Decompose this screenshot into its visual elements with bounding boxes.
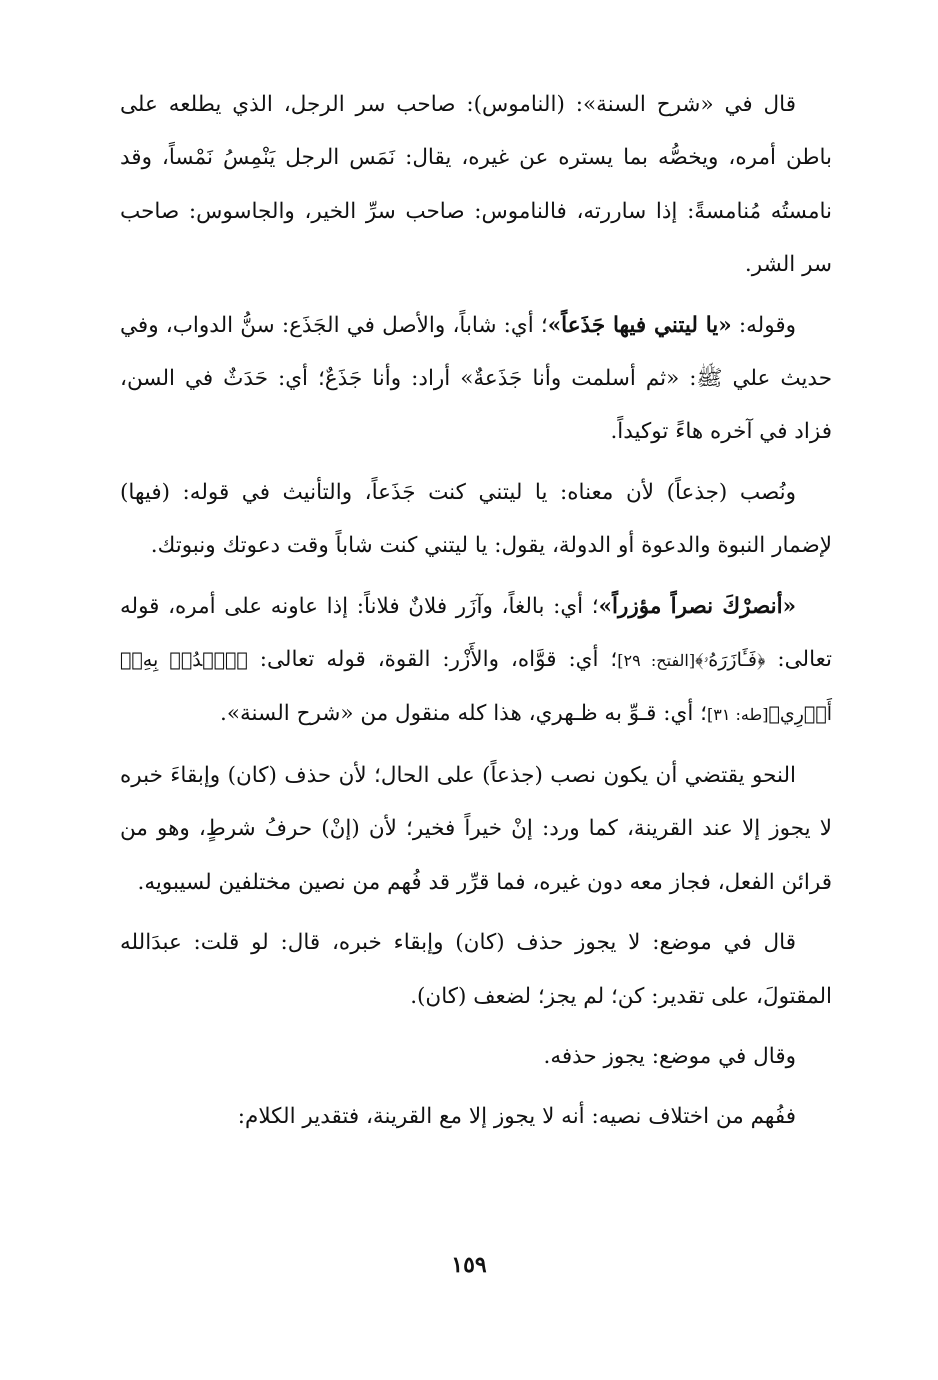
paragraph-namus: قال في «شرح السنة»: (الناموس): صاحب سر الرجل، الذي يطلعه على باطن أمره، ويخصُّه بما يستره عن غيره، يقال: نَمَس الرجل يَنْمِسُ نَمْساً، وقد نامستُه مُنامسةً: إذا ساررته، فالناموس: صاحب سرِّ الخير، والجاسوس: صاحب سر الشر. <box>120 92 832 278</box>
paragraph-nasb: ونُصب (جذعاً) لأن معناه: يا ليتني كنت جَذَعاً، والتأنيث في قوله: (فيها) لإضمار النبوة والدعوة أو الدولة، يقول: يا ليتني كنت شاباً وقت دعوتك ونبوتك. <box>120 479 832 559</box>
hadith-phrase: «يا ليتني فيها جَذَعاً» <box>547 312 732 338</box>
paragraph-text: ؛ أي: شاباً، والأصل في الجَذَع: سنُّ الدواب، وفي حديث علي ﷺ: «ثم أسلمت وأنا جَذَعةٌ» أراد: وأنا جَذَعٌ؛ أي: حَدَثٌ في السن، فزاد في آخره هاءً توكيداً. <box>120 312 832 445</box>
paragraph-fahm: ففُهم من اختلاف نصيه: أنه لا يجوز إلا مع القرينة، فتقدير الكلام: <box>237 1104 796 1130</box>
paragraph-text: ؛ أي: قـوِّ به ظـهري، هذا كله منقول من «شرح السنة». <box>220 701 707 727</box>
verse-reference: [الفتح: ٢٩] <box>617 651 696 671</box>
paragraph-nahw: النحو يقتضي أن يكون نصب (جذعاً) على الحال؛ لأن حذف (كان) وإبقاءَ خبره لا يجوز إلا عند القرينة، كما ورد: إنْ خيراً فخير؛ لأن (إنْ) حرفُ شرطٍ، وهو من قرائن الفعل، فجاز معه دون غيره، فما قرِّر قد فُهم من نصين مختلفين لسيبويه. <box>120 762 832 895</box>
page-number: ١٥٩ <box>451 1252 487 1278</box>
paragraph-ansurka <box>120 580 832 742</box>
quran-verse: ﴿فَـَٔازَرَهُۥ﴾ <box>695 649 766 672</box>
page-body <box>120 78 832 1144</box>
hadith-phrase: «أنصرْكَ نصراً مؤزراً» <box>598 593 797 619</box>
paragraph-mawdi-1: قال في موضع: لا يجوز حذف (كان) وإبقاء خبره، قال: لو قلت: عبدَالله المقتولَ، على تقدير: كن؛ لم يجز؛ لضعف (كان). <box>120 930 832 1009</box>
verse-reference: [طه: ٣١] <box>707 705 769 725</box>
paragraph-jadha <box>120 299 832 459</box>
paragraph-mawdi-2: وقال في موضع: يجوز حذفه. <box>543 1043 796 1069</box>
paragraph-text: ؛ أي: قوَّاه، والأَزْر: القوة، قوله تعالى: <box>247 647 618 673</box>
paragraph-text: وقوله: <box>731 312 796 338</box>
quran-verse: ﴿ٱشۡدُدۡ بِهِۦٓ أَزۡرِي﴾ <box>120 649 832 726</box>
paragraph-text: ؛ أي: بالغاً، وآزَر فلانٌ فلاناً: إذا عاونه على أمره، قوله تعالى: <box>120 593 832 673</box>
